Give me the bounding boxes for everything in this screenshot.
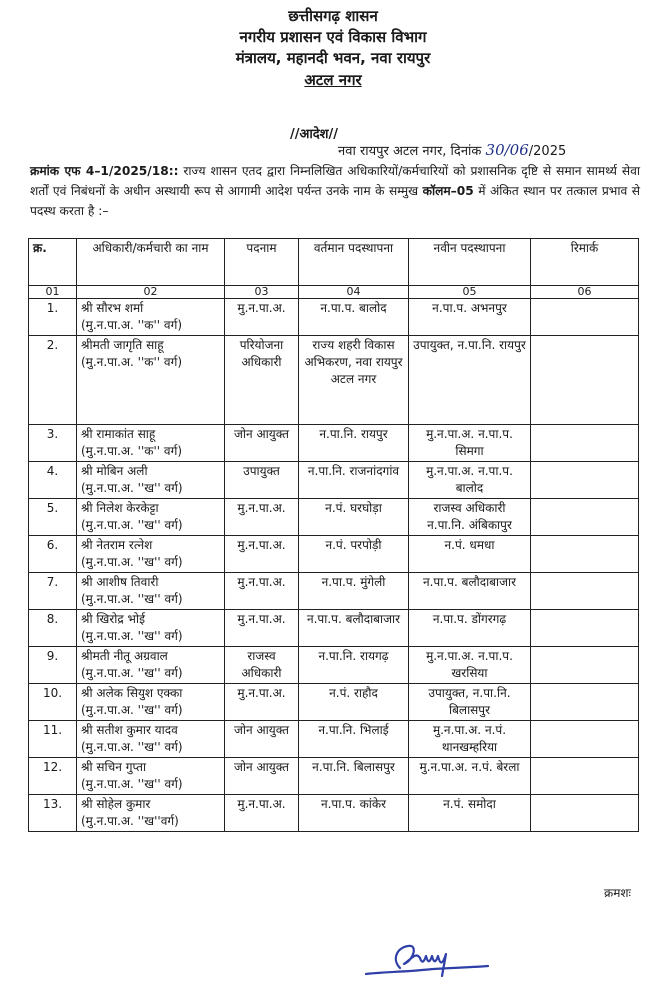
name-cell	[77, 795, 225, 832]
header-address: मंत्रालय, महानदी भवन, नवा रायपुर	[235, 49, 431, 67]
new-posting-cell: न.पा.प. डोंगरगढ़	[409, 610, 531, 647]
new-posting-cell: न.पा.प. अभनपुर	[409, 299, 531, 336]
designation-cell: मु.न.पा.अ.	[225, 610, 299, 647]
remark-cell	[531, 336, 639, 425]
designation-cell: मु.न.पा.अ.	[225, 684, 299, 721]
remark-cell	[531, 795, 639, 832]
new-posting-cell: न.पा.प. बलौदाबाजार	[409, 573, 531, 610]
serial-cell: 3.	[29, 425, 77, 462]
new-posting-cell: उपायुक्त, न.पा.नि. बिलासपुर	[409, 684, 531, 721]
serial-cell: 2.	[29, 336, 77, 425]
order-title: //आदेश//	[290, 127, 339, 142]
officer-name: श्री मोबिन अली	[81, 464, 148, 478]
serial-cell: 13.	[29, 795, 77, 832]
column-number: 02	[77, 286, 225, 299]
header-government: छत्तीसगढ़ शासन	[288, 7, 378, 25]
table-row	[29, 610, 639, 647]
table-header-row	[29, 239, 639, 286]
remark-cell	[531, 499, 639, 536]
name-cell	[77, 425, 225, 462]
new-posting-cell: मु.न.पा.अ. न.पं. थानखम्हरिया	[409, 721, 531, 758]
officer-grade: (मु.न.पा.अ. ''ख'' वर्ग)	[81, 518, 183, 532]
column-reference: कॉलम–05	[422, 184, 474, 198]
header-city: अटल नगर	[304, 71, 362, 89]
table-row	[29, 684, 639, 721]
name-cell	[77, 299, 225, 336]
officer-name: श्री अलेक सियुश एक्का	[81, 686, 183, 700]
remark-cell	[531, 573, 639, 610]
remark-cell	[531, 536, 639, 573]
new-posting-cell: मु.न.पा.अ. न.पा.प. खरसिया	[409, 647, 531, 684]
officer-grade: (मु.न.पा.अ. ''ख'' वर्ग)	[81, 740, 183, 754]
current-posting-cell: न.पा.नि. बिलासपुर	[299, 758, 409, 795]
current-posting-cell: न.पा.नि. भिलाई	[299, 721, 409, 758]
officer-name: श्री सोहेल कुमार	[81, 797, 151, 811]
current-posting-cell: न.पा.नि. रायगढ़	[299, 647, 409, 684]
serial-cell: 10.	[29, 684, 77, 721]
new-posting-cell: उपायुक्त, न.पा.नि. रायपुर	[409, 336, 531, 425]
serial-cell: 4.	[29, 462, 77, 499]
place-date-prefix: नवा रायपुर अटल नगर, दिनांक	[338, 144, 482, 159]
header-remark: रिमार्क	[531, 239, 639, 286]
column-number: 06	[531, 286, 639, 299]
table-row	[29, 425, 639, 462]
order-place-date	[338, 141, 566, 159]
designation-cell: मु.न.पा.अ.	[225, 299, 299, 336]
header-new-posting: नवीन पदस्थापना	[409, 239, 531, 286]
current-posting-cell: न.पा.प. बालोद	[299, 299, 409, 336]
header-designation: पदनाम	[225, 239, 299, 286]
serial-cell: 1.	[29, 299, 77, 336]
name-cell	[77, 536, 225, 573]
name-cell	[77, 573, 225, 610]
column-number: 03	[225, 286, 299, 299]
table-row	[29, 573, 639, 610]
serial-cell: 5.	[29, 499, 77, 536]
new-posting-cell: न.पं. धमधा	[409, 536, 531, 573]
remark-cell	[531, 721, 639, 758]
current-posting-cell: न.पं. घरघोड़ा	[299, 499, 409, 536]
officer-name: श्री सौरभ शर्मा	[81, 301, 144, 315]
designation-cell: जोन आयुक्त	[225, 721, 299, 758]
column-number: 04	[299, 286, 409, 299]
handwritten-date: 30/06	[485, 141, 529, 159]
designation-cell: मु.न.पा.अ.	[225, 573, 299, 610]
column-number: 05	[409, 286, 531, 299]
officer-grade: (मु.न.पा.अ. ''ख''वर्ग)	[81, 814, 179, 828]
officer-name: श्री आशीष तिवारी	[81, 575, 159, 589]
current-posting-cell: राज्य शहरी विकास अभिकरण, नवा रायपुर अटल नगर	[299, 336, 409, 425]
designation-cell: मु.न.पा.अ.	[225, 536, 299, 573]
officer-name: श्री रामाकांत साहू	[81, 427, 156, 441]
table-row	[29, 499, 639, 536]
current-posting-cell: न.पा.नि. राजनांदगांव	[299, 462, 409, 499]
remark-cell	[531, 299, 639, 336]
continued-label: क्रमशः	[604, 886, 631, 900]
table-row	[29, 536, 639, 573]
officer-grade: (मु.न.पा.अ. ''क'' वर्ग)	[81, 318, 183, 332]
table-row	[29, 336, 639, 425]
table-row	[29, 721, 639, 758]
current-posting-cell: न.पा.प. मुंगेली	[299, 573, 409, 610]
order-body-1: राज्य शासन एतद द्वारा निम्नलिखित अधिकारियों/कर्मचारियों को प्रशासनिक दृष्टि से समान सामर्थ्य सेवा शर्तों एवं निबंधनों के अधीन अस्थायी रूप से आगामी आदेश पर्यन्त उनके नाम के सम्मुख	[30, 164, 641, 198]
officer-grade: (मु.न.पा.अ. ''ख'' वर्ग)	[81, 703, 183, 717]
officer-name: श्री सतीश कुमार यादव	[81, 723, 178, 737]
designation-cell: मु.न.पा.अ.	[225, 795, 299, 832]
officer-grade: (मु.न.पा.अ. ''क'' वर्ग)	[81, 444, 183, 458]
table-row	[29, 462, 639, 499]
remark-cell	[531, 684, 639, 721]
order-number: क्रमांक एफ 4–1/2025/18::	[30, 164, 179, 178]
table-row	[29, 795, 639, 832]
officer-name: श्री सचिन गुप्ता	[81, 760, 147, 774]
officer-grade: (मु.न.पा.अ. ''ख'' वर्ग)	[81, 481, 183, 495]
serial-cell: 7.	[29, 573, 77, 610]
designation-cell: मु.न.पा.अ.	[225, 499, 299, 536]
remark-cell	[531, 425, 639, 462]
order-year: /2025	[528, 144, 567, 159]
header-department: नगरीय प्रशासन एवं विकास विभाग	[239, 28, 427, 46]
officer-name: श्रीमती जागृति साहू	[81, 338, 164, 352]
new-posting-cell: मु.न.पा.अ. न.पा.प. सिमगा	[409, 425, 531, 462]
new-posting-cell: न.पं. समोदा	[409, 795, 531, 832]
serial-cell: 9.	[29, 647, 77, 684]
current-posting-cell: न.पं. राहौद	[299, 684, 409, 721]
designation-cell: उपायुक्त	[225, 462, 299, 499]
new-posting-cell: राजस्व अधिकारी न.पा.नि. अंबिकापुर	[409, 499, 531, 536]
name-cell	[77, 336, 225, 425]
table-row	[29, 758, 639, 795]
header-current-posting: वर्तमान पदस्थापना	[299, 239, 409, 286]
designation-cell: जोन आयुक्त	[225, 425, 299, 462]
designation-cell: परियोजना अधिकारी	[225, 336, 299, 425]
current-posting-cell: न.पं. परपोड़ी	[299, 536, 409, 573]
designation-cell: राजस्व अधिकारी	[225, 647, 299, 684]
remark-cell	[531, 647, 639, 684]
officer-grade: (मु.न.पा.अ. ''ख'' वर्ग)	[81, 777, 183, 791]
officer-grade: (मु.न.पा.अ. ''ख'' वर्ग)	[81, 666, 183, 680]
name-cell	[77, 758, 225, 795]
name-cell	[77, 499, 225, 536]
table-row	[29, 299, 639, 336]
serial-cell: 11.	[29, 721, 77, 758]
name-cell	[77, 610, 225, 647]
name-cell	[77, 462, 225, 499]
officer-grade: (मु.न.पा.अ. ''क'' वर्ग)	[81, 355, 183, 369]
posting-table	[28, 238, 639, 832]
order-body-2: में अंकित स्थान पर तत्काल प्रभाव से पदस्थ करता है :–	[30, 184, 640, 218]
column-number-row	[29, 286, 639, 299]
officer-name: श्री निलेश केरकेट्टा	[81, 501, 159, 515]
new-posting-cell: मु.न.पा.अ. न.पं. बेरला	[409, 758, 531, 795]
header-serial: क्र.	[29, 239, 77, 286]
current-posting-cell: न.पा.प. कांकेर	[299, 795, 409, 832]
column-number: 01	[29, 286, 77, 299]
remark-cell	[531, 462, 639, 499]
serial-cell: 12.	[29, 758, 77, 795]
serial-cell: 6.	[29, 536, 77, 573]
signature-icon	[362, 938, 492, 982]
name-cell	[77, 721, 225, 758]
officer-grade: (मु.न.पा.अ. ''ख'' वर्ग)	[81, 592, 183, 606]
header-name: अधिकारी/कर्मचारी का नाम	[77, 239, 225, 286]
order-paragraph	[30, 161, 640, 221]
officer-grade: (मु.न.पा.अ. ''ख'' वर्ग)	[81, 555, 183, 569]
remark-cell	[531, 610, 639, 647]
officer-name: श्री नेतराम रत्नेश	[81, 538, 153, 552]
officer-name: श्रीमती नीतू अग्रवाल	[81, 649, 168, 663]
officer-grade: (मु.न.पा.अ. ''ख'' वर्ग)	[81, 629, 183, 643]
serial-cell: 8.	[29, 610, 77, 647]
name-cell	[77, 684, 225, 721]
officer-name: श्री खिरोद्र भोई	[81, 612, 145, 626]
name-cell	[77, 647, 225, 684]
remark-cell	[531, 758, 639, 795]
designation-cell: जोन आयुक्त	[225, 758, 299, 795]
current-posting-cell: न.पा.प. बलौदाबाजार	[299, 610, 409, 647]
new-posting-cell: मु.न.पा.अ. न.पा.प. बालोद	[409, 462, 531, 499]
table-row	[29, 647, 639, 684]
current-posting-cell: न.पा.नि. रायपुर	[299, 425, 409, 462]
